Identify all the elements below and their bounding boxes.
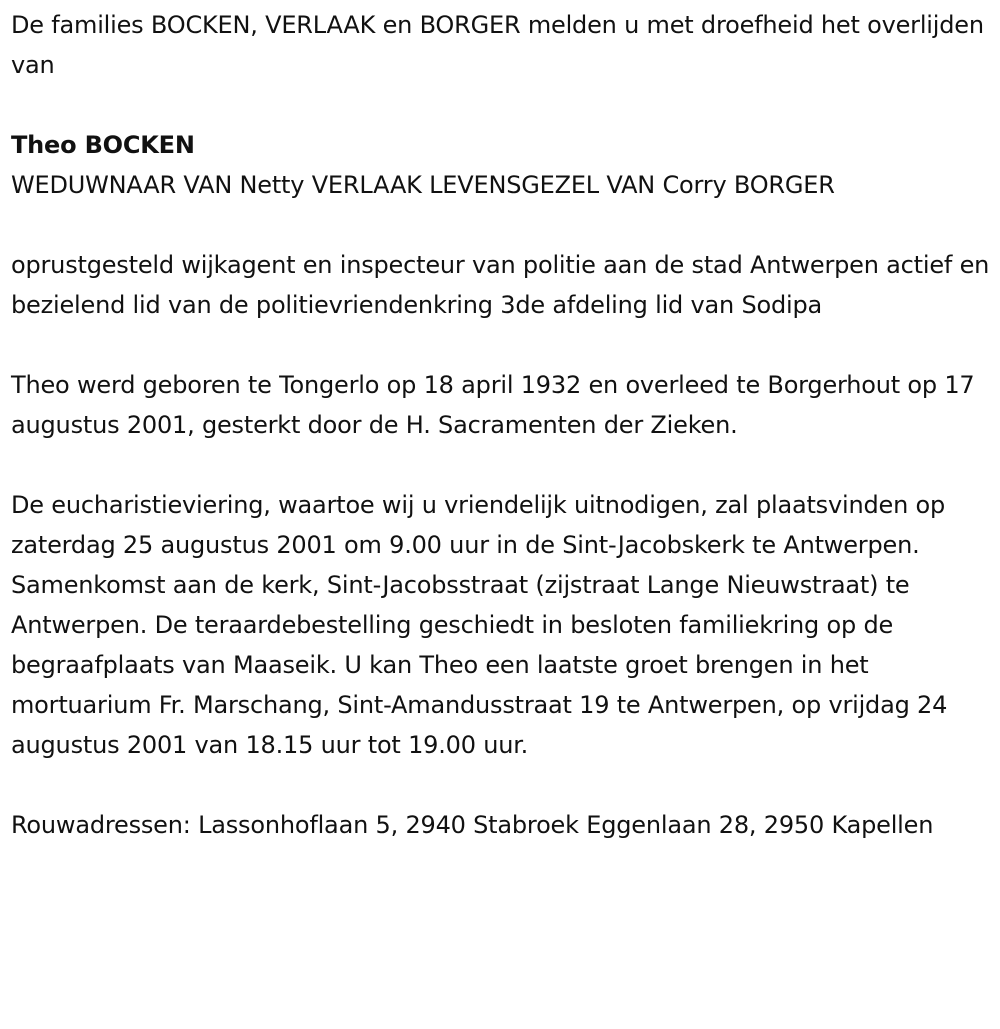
spacer: [11, 205, 990, 245]
intro-paragraph: De families BOCKEN, VERLAAK en BORGER melden u met droefheid het overlijden van: [11, 11, 984, 79]
birth-death-paragraph: Theo werd geboren te Tongerlo op 18 april 1932 en overleed te Borgerhout op 17 augustus 2001, gesterkt door de H. Sacramenten der Zieken.: [11, 371, 975, 439]
spacer: [11, 325, 990, 365]
relations-line: WEDUWNAAR VAN Netty VERLAAK LEVENSGEZEL VAN Corry BORGER: [11, 171, 835, 199]
spacer: [11, 85, 990, 125]
spacer: [11, 445, 990, 485]
ceremony-paragraph: De eucharistieviering, waartoe wij u vriendelijk uitnodigen, zal plaatsvinden op zaterdag 25 augustus 2001 om 9.00 uur in de Sint-Jacobskerk te Antwerpen. Samenkomst aan de kerk, Sint-Jacobsstraat (zijstraat Lange Nieuwstraat) te Antwerpen. De teraardebestelling geschiedt in besloten familiekring op de begraafplaats van Maaseik. U kan Theo een laatste groet brengen in het mortuarium Fr. Marschang, Sint-Amandusstraat 19 te Antwerpen, op vrijdag 24 augustus 2001 van 18.15 uur tot 19.00 uur.: [11, 491, 948, 759]
career-paragraph: oprustgesteld wijkagent en inspecteur van politie aan de stad Antwerpen actief en bezielend lid van de politievriendenkring 3de afdeling lid van Sodipa: [11, 251, 990, 319]
addresses-paragraph: Rouwadressen: Lassonhoflaan 5, 2940 Stabroek Eggenlaan 28, 2950 Kapellen: [11, 811, 934, 839]
deceased-name: Theo BOCKEN: [11, 131, 195, 159]
spacer: [11, 765, 990, 805]
